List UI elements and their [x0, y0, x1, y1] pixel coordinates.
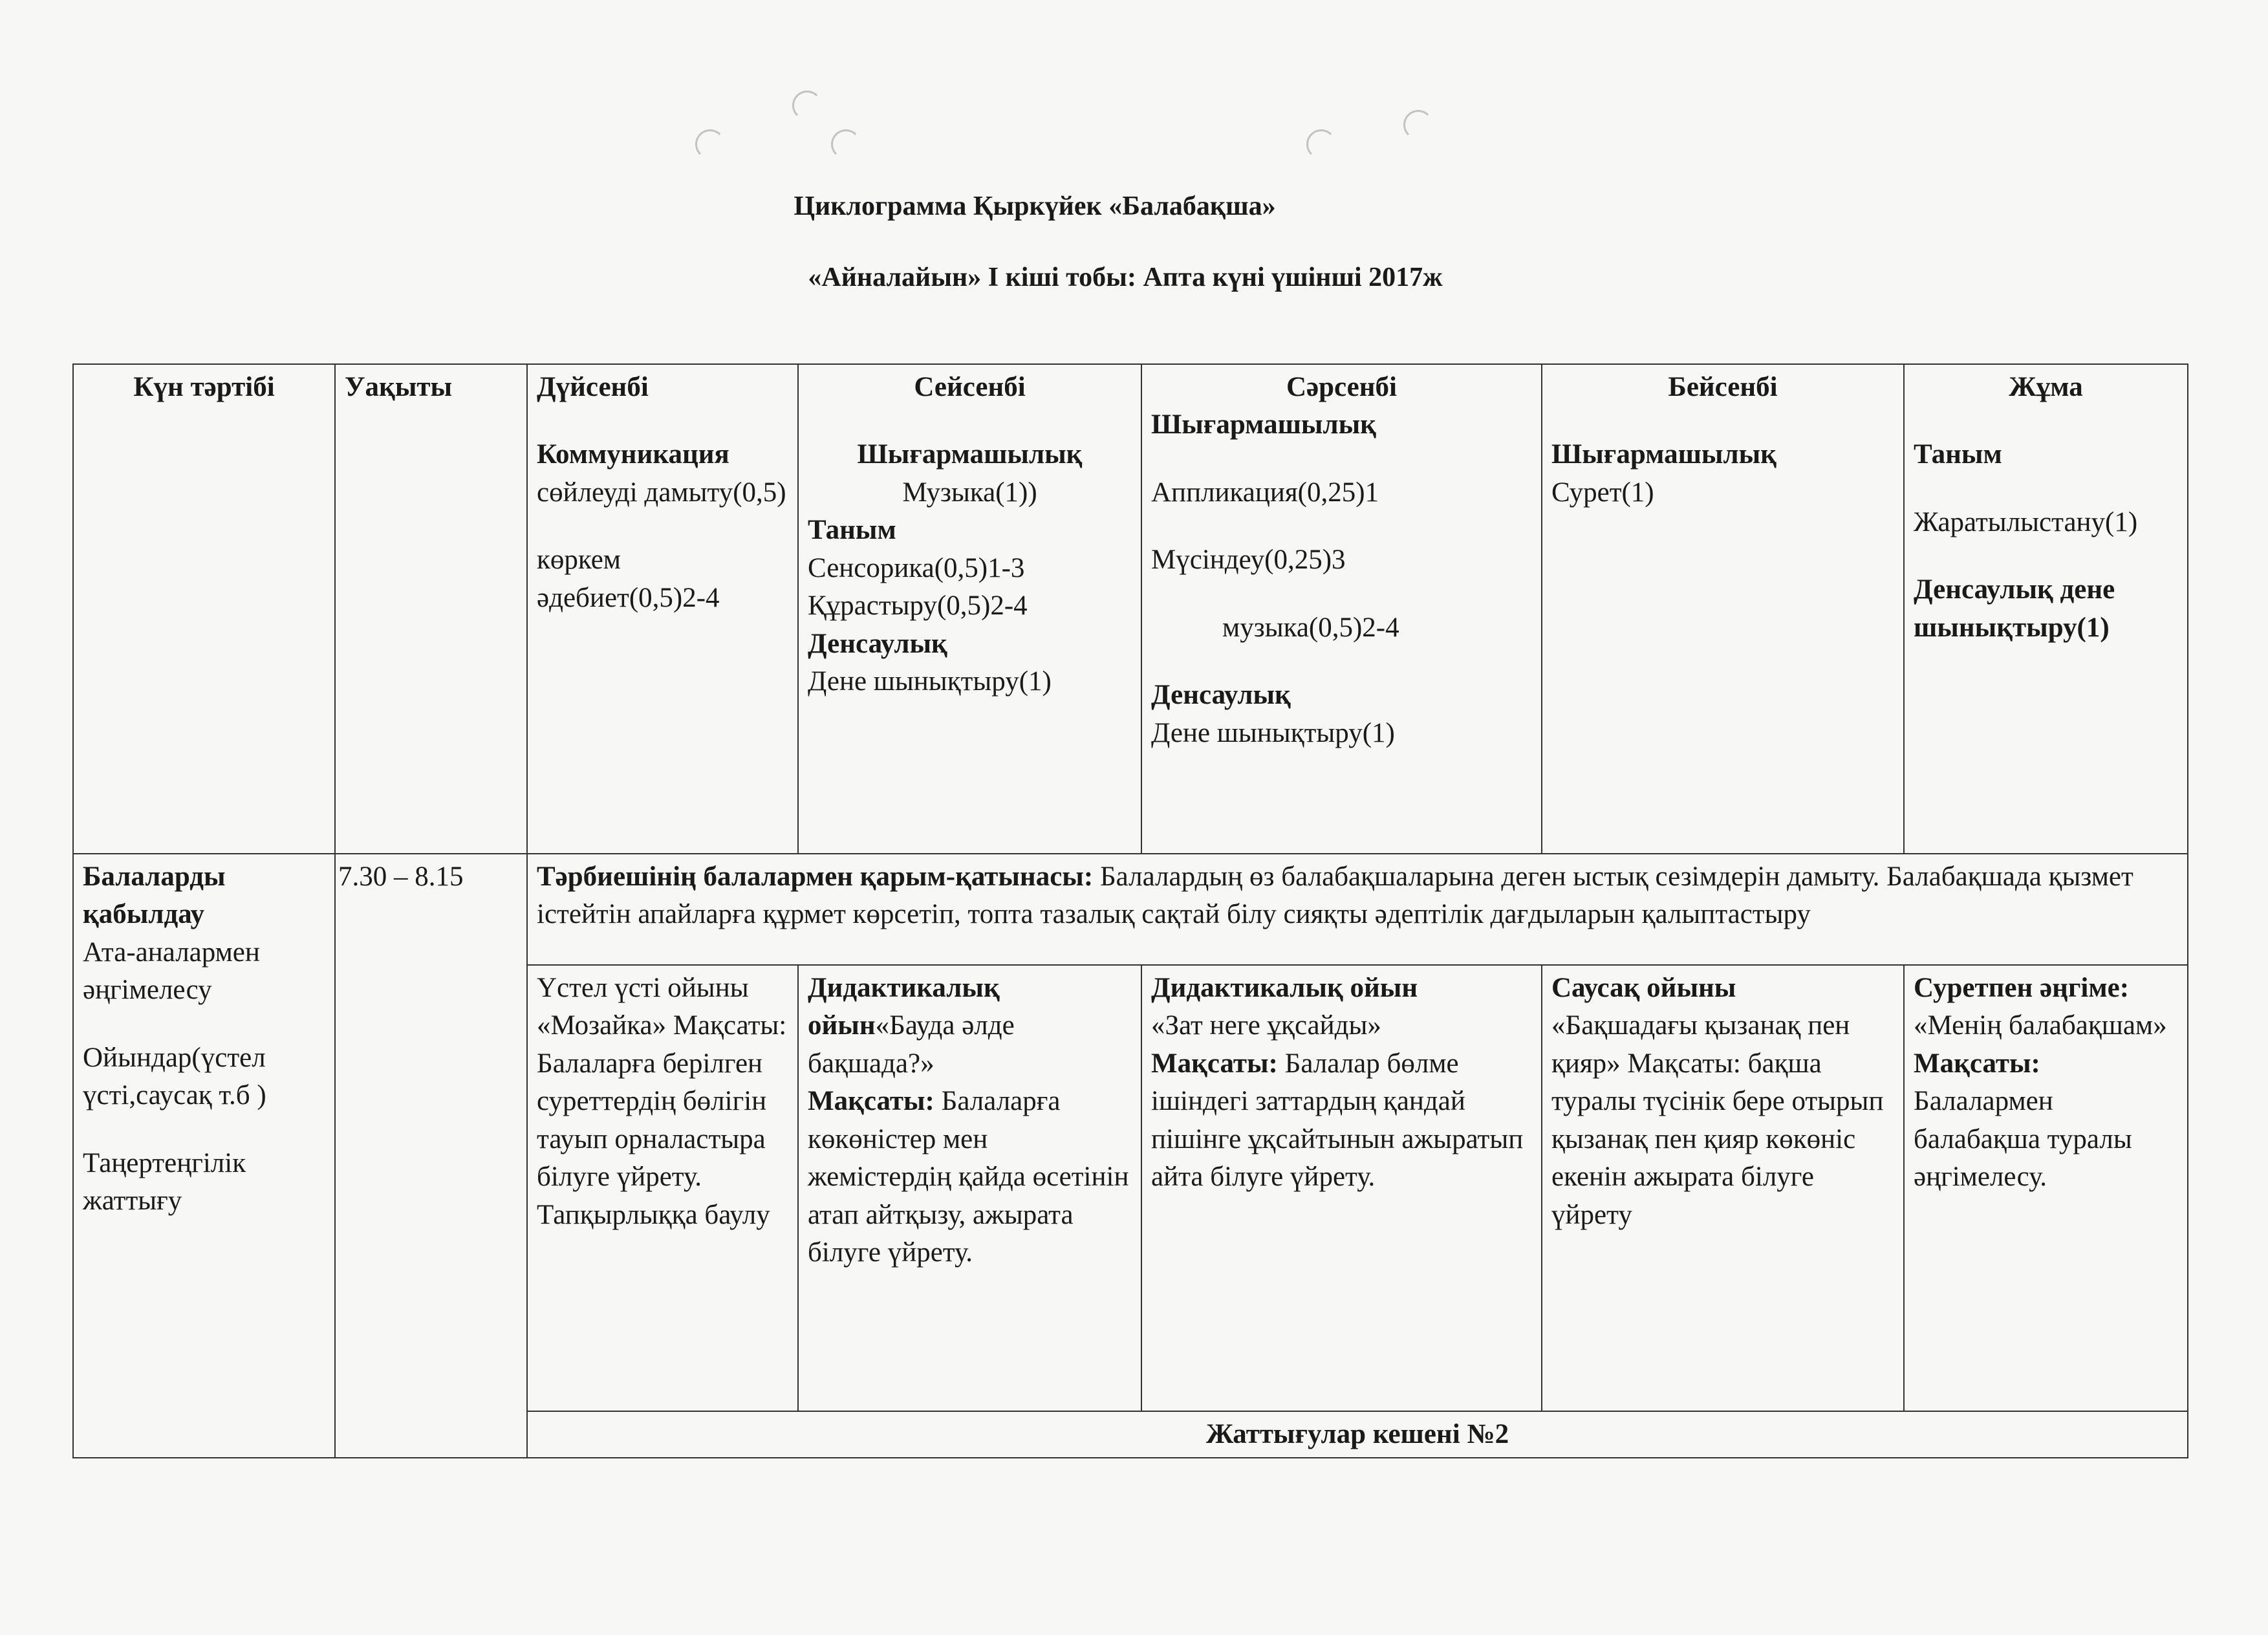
game-text: «Бақшадағы қызанақ пен қияр» Мақсаты: бақша туралы түсінік бере отырып қызанақ пен қияр көкөніс екенін ажырата білуге үйрету: [1551, 1010, 1884, 1230]
subject-item: көркем әдебиет(0,5)2-4: [537, 545, 720, 613]
regime-item: Таңертеңгілік жаттығу: [83, 1147, 246, 1217]
subject-area: Денсаулық: [1151, 680, 1291, 711]
day-label: Жұма: [2009, 372, 2083, 402]
game-name: «Бауда әлде бақшада?»: [808, 1010, 1015, 1079]
scan-artifact: [792, 91, 822, 120]
header-thursday: [1542, 364, 1904, 854]
subject-area: Шығармашылық: [857, 439, 1083, 470]
subject-item: Сенсорика(0,5)1-3: [808, 552, 1025, 583]
goal-text: Балалармен балабақша туралы әңгімелесу.: [1914, 1086, 2132, 1193]
schedule-table: [72, 363, 2188, 1458]
document-subtitle: «Айналайын» І кіші тобы: Апта күні үшінші 2017ж: [808, 263, 1443, 292]
subject-area: Шығармашылық: [1151, 409, 1376, 440]
communication-row: [73, 854, 2188, 965]
scan-artifact: [1403, 110, 1433, 140]
exercise-complex: Жаттығулар кешені №2: [527, 1411, 2188, 1458]
friday-game: [1904, 965, 2188, 1411]
subject-item: сөйлеуді дамыту(0,5): [537, 477, 786, 508]
regime-title: Балаларды қабылдау: [83, 861, 226, 930]
day-label: Сәрсенбі: [1286, 372, 1397, 402]
document-title: Циклограмма Қыркүйек «Балабақша»: [794, 191, 1276, 221]
subject-item: музыка(0,5)2-4: [1222, 612, 1399, 643]
goal-label: Мақсаты:: [1151, 1048, 1278, 1079]
regime-cell: [73, 854, 335, 1458]
day-label: Бейсенбі: [1668, 372, 1778, 402]
regime-item: Ойындар(үстел үсті,саусақ т.б ): [83, 1042, 266, 1111]
subject-item: Дене шынықтыру(1): [808, 666, 1052, 697]
day-label: Сейсенбі: [914, 372, 1026, 402]
goal-text: Балалар бөлме ішіндегі заттардың қандай пішінге ұқсайтынын ажыратып айта білуге үйрету.: [1151, 1048, 1524, 1193]
header-regime: Күн тәртібі: [73, 364, 335, 854]
subject-item: Құрастыру(0,5)2-4: [808, 590, 1028, 622]
game-title: Саусақ ойыны: [1551, 973, 1736, 1003]
time-cell: [335, 854, 527, 1458]
game-title: Суретпен әңгіме:: [1914, 973, 2130, 1003]
subject-item: Сурет(1): [1551, 477, 1654, 508]
goal-label: Мақсаты:: [1914, 1048, 2040, 1079]
header-time: Уақыты: [335, 364, 527, 854]
subject-area: Коммуникация: [537, 439, 729, 470]
header-monday: [527, 364, 798, 854]
time-value: 7.30 – 8.15: [338, 861, 464, 892]
wednesday-game: [1141, 965, 1542, 1411]
goal-text: Балаларға көкөністер мен жемістердің қайда өсетінін атап айтқызу, ажырата білуге үйрету.: [808, 1086, 1129, 1268]
header-row: [73, 364, 2188, 854]
game-title: Дидактикалық ойын: [808, 973, 1000, 1041]
subject-area: Таным: [808, 515, 896, 546]
thursday-game: [1542, 965, 1904, 1411]
communication-label: Тәрбиешінің балалармен қарым-қатынасы:: [537, 861, 1094, 892]
tuesday-game: [798, 965, 1141, 1411]
game-name: «Зат неге ұқсайды»: [1151, 1010, 1381, 1041]
subject-area: Шығармашылық: [1551, 439, 1777, 470]
subject-item: Музыка(1)): [902, 477, 1037, 508]
header-tuesday: [798, 364, 1141, 854]
subject-item: Дене шынықтыру(1): [1151, 717, 1395, 748]
subject-item: Жаратылыстану(1): [1914, 506, 2138, 537]
scan-artifact: [695, 129, 725, 159]
goal-label: Мақсаты:: [808, 1086, 934, 1117]
scan-artifact: [831, 129, 861, 159]
teacher-communication: [527, 854, 2188, 965]
monday-game: Үстел үсті ойыны «Мозайка» Мақсаты: Балаларға берілген суреттердің бөлігін тауып орналастыра білуге үйрету. Тапқырлыққа баулу: [527, 965, 798, 1411]
game-name: «Менің балабақшам»: [1914, 1010, 2167, 1041]
header-friday: [1904, 364, 2188, 854]
scan-artifact: [1306, 129, 1336, 159]
day-label: Дүйсенбі: [537, 372, 649, 402]
communication-text: Балалардың өз балабақшаларына деген ыстық сезімдерін дамыту. Балабақшада қызмет істейтін апайларға құрмет көрсетіп, топта тазалық сақтай білу сияқты әдептілік дағдыларын қалыптастыру: [537, 861, 2133, 930]
subject-area: Таным: [1914, 439, 2002, 470]
subject-area: Денсаулық: [808, 628, 947, 659]
game-title: Дидактикалық ойын: [1151, 973, 1418, 1003]
subject-item: Аппликация(0,25)1: [1151, 477, 1379, 508]
subject-area: Денсаулық дене шынықтыру(1): [1914, 574, 2115, 643]
regime-item: Ата-аналармен әңгімелесу: [83, 937, 260, 1006]
header-wednesday: [1141, 364, 1542, 854]
subject-item: Мүсіндеу(0,25)3: [1151, 545, 1346, 576]
